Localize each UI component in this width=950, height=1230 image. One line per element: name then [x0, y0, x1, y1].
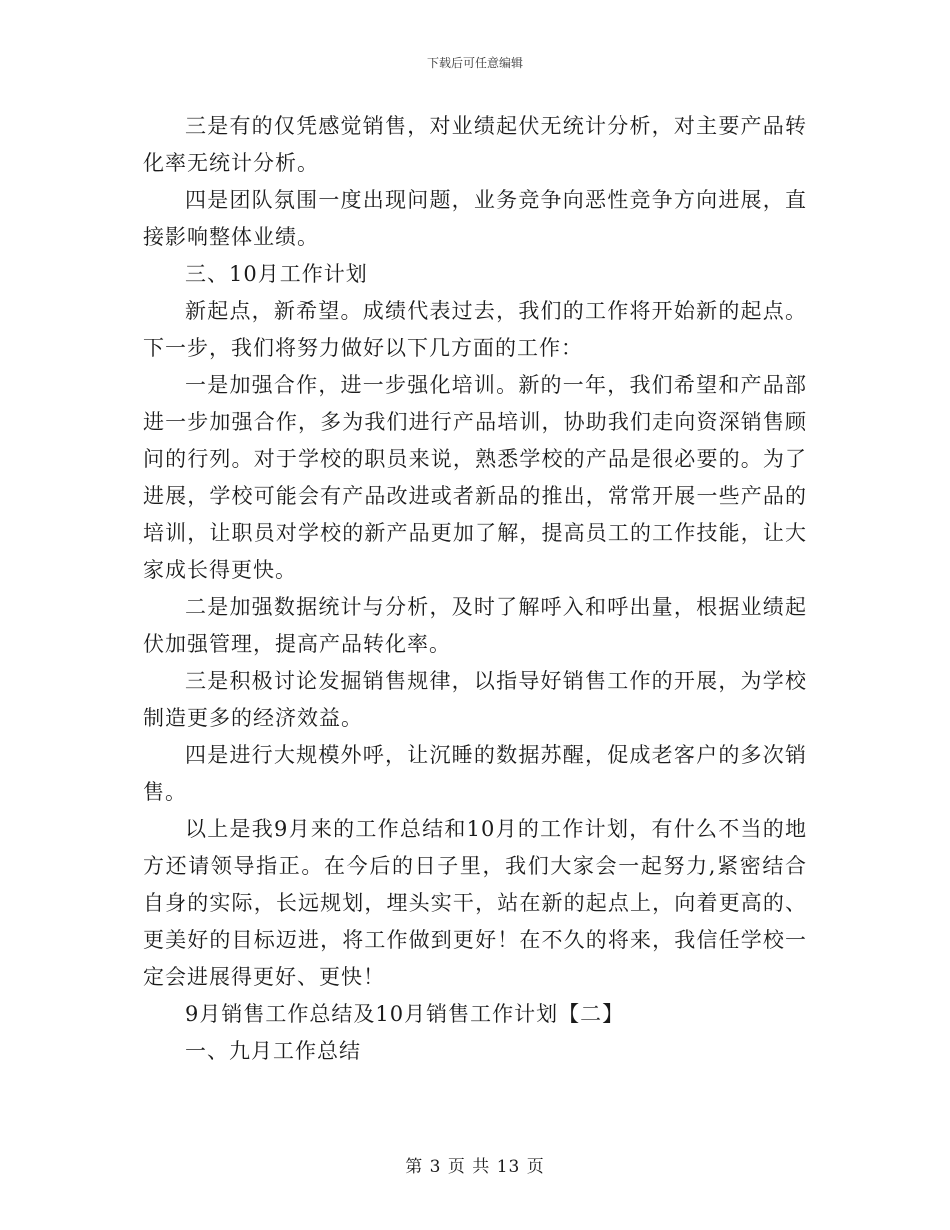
paragraph-plan-item-2: 二是加强数据统计与分析，及时了解呼入和呼出量，根据业绩起伏加强管理，提高产品转化率。	[143, 595, 807, 656]
document-subtitle: 9月销售工作总结及10月销售工作计划【二】	[185, 1002, 625, 1026]
paragraph-new-start: 新起点，新希望。成绩代表过去，我们的工作将开始新的起点。下一步，我们将努力做好以下几方面的工作：	[143, 299, 807, 360]
paragraph-conclusion: 以上是我9月来的工作总结和10月的工作计划，有什么不当的地方还请领导指正。在今后的日子里，我们大家会一起努力,紧密结合自身的实际，长远规划，埋头实干，站在新的起点上，向着更高的、更美好的目标迈进，将工作做到更好！在不久的将来，我信任学校一定会进展得更好、更快！	[143, 817, 807, 989]
paragraph-plan-item-1: 一是加强合作，进一步强化培训。新的一年，我们希望和产品部进一步加强合作，多为我们进行产品培训，协助我们走向资深销售顾问的行列。对于学校的职员来说，熟悉学校的产品是很必要的。为了进展，学校可能会有产品改进或者新品的推出，常常开展一些产品的培训，让职员对学校的新产品更加了解，提高员工的工作技能，让大家成长得更快。	[143, 373, 807, 582]
paragraph-plan-item-4: 四是进行大规模外呼，让沉睡的数据苏醒，促成老客户的多次销售。	[143, 743, 807, 804]
document-body	[143, 108, 807, 1070]
paragraph-item-4-problem: 四是团队氛围一度出现问题，业务竞争向恶性竞争方向进展，直接影响整体业绩。	[143, 188, 807, 249]
section-heading-september-summary: 一、九月工作总结	[185, 1039, 361, 1063]
header-note: 下载后可任意编辑	[426, 56, 523, 70]
page-number: 第 3 页 共 13 页	[405, 1157, 545, 1177]
paragraph-item-3-problem: 三是有的仅凭感觉销售，对业绩起伏无统计分析，对主要产品转化率无统计分析。	[143, 114, 807, 175]
section-heading-october-plan: 三、10月工作计划	[185, 262, 368, 286]
paragraph-plan-item-3: 三是积极讨论发掘销售规律，以指导好销售工作的开展，为学校制造更多的经济效益。	[143, 669, 807, 730]
